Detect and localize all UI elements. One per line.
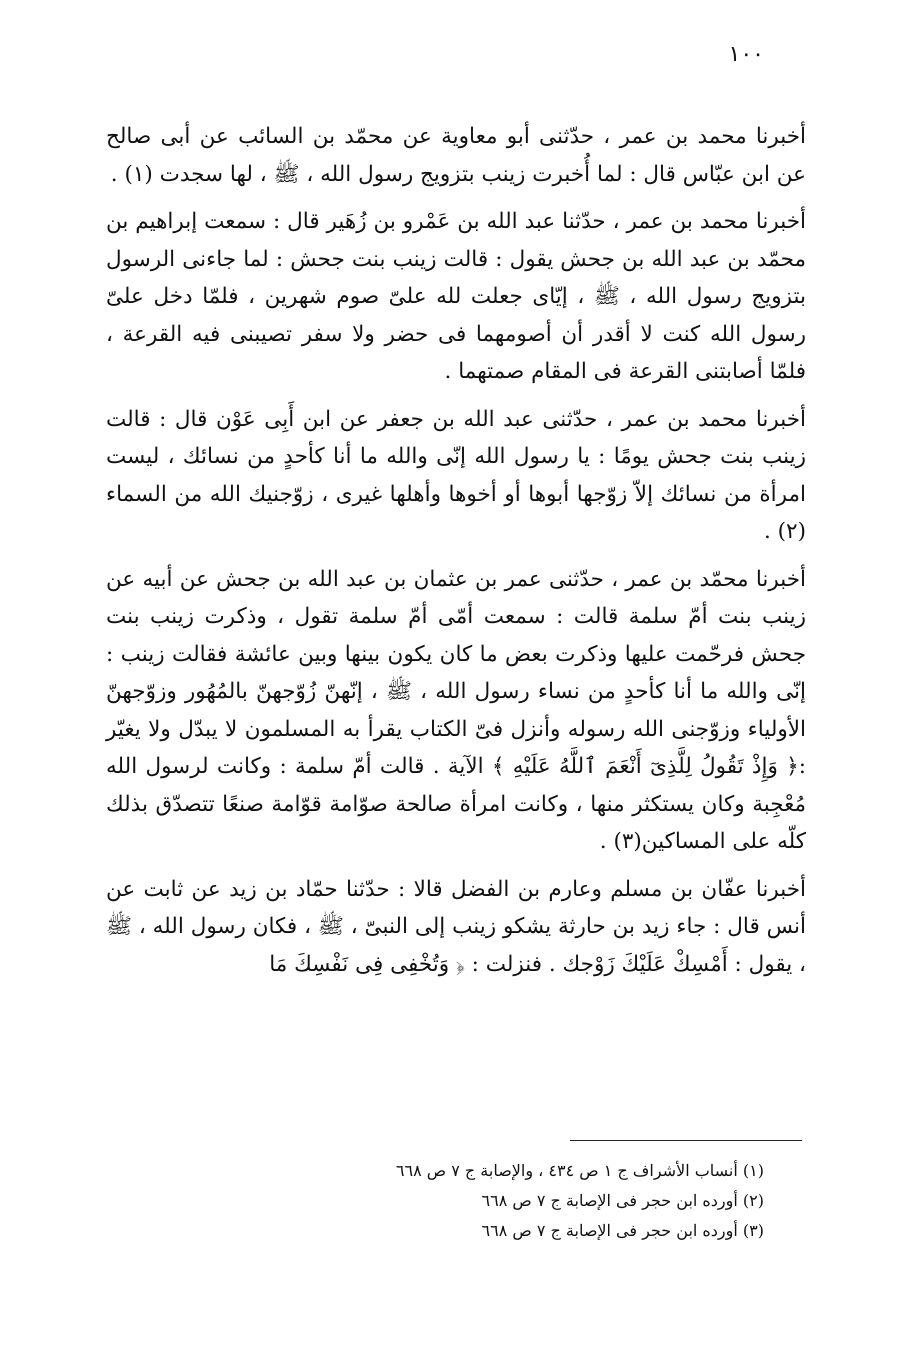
paragraph: أخبرنا محمد بن عمر ، حدّثنا عبد الله بن عَمْرو بن زُهَير قال : سمعت إبراهيم بن محمّد بن عبد الله بن جحش يقول : قالت زينب بنت جحش : لما جاءنى الرسول بتزويج رسول الله ، ﷺ ، إيّاى جعلت لله علىّ صوم شهرين ، فلمّا دخل علىّ رسول الله كنت لا أقدر أن أصومهما فى حضر ولا سفر تصيبنى فيه القرعة ، فلمّا أصابتنى القرعة فى المقام صمتهما . — [106, 209, 806, 384]
page-number: ١٠٠ — [728, 42, 764, 67]
body-text — [106, 118, 806, 993]
footnote: (٢) أورده ابن حجر فى الإصابة ج ٧ ص ٦٦٨ — [481, 1191, 764, 1210]
footnote-divider — [570, 1140, 802, 1141]
footnote: (٣) أورده ابن حجر فى الإصابة ج ٧ ص ٦٦٨ — [481, 1221, 764, 1240]
paragraph: أخبرنا عفّان بن مسلم وعارم بن الفضل قالا : حدّثنا حمّاد بن زيد عن ثابت عن أنس قال : جاء زيد بن حارثة يشكو زينب إلى النبىّ ، ﷺ ، فكان رسول الله ، ﷺ ، يقول : أَمْسِكْ عَلَيْكَ زَوْجك . فنزلت : ﴿ وَتُخْفِى فِى نَفْسِكَ مَا — [106, 876, 806, 977]
paragraph: أخبرنا محمّد بن عمر ، حدّثنى عمر بن عثمان بن عبد الله بن جحش عن أبيه عن زينب بنت أمّ سلمة قالت : سمعت أمّى أمّ سلمة تقول ، وذكرت زينب بنت جحش فرحّمت عليها وذكرت بعض ما كان يكون بينها وبين عائشة فقالت زينب : إنّى والله ما أنا كأحدٍ من نساء رسول الله ، ﷺ ، إنّهنّ زُوّجهنّ بالمُهُور وزوّجهنّ الأولياء وزوّجنى الله رسوله وأنزل فىّ الكتاب يقرأ به المسلمون لا يبدّل ولا يغيّر :﴿ وَإِذْ تَقُولُ لِلَّذِىٓ أَنْعَمَ ٱللَّهُ عَلَيْهِ ﴾ الآية . قالت أمّ سلمة : وكانت لرسول الله مُعْجِبة وكان يستكثر منها ، وكانت امرأة صالحة صوّامة قوّامة صنعًا تتصدّق بذلك كلّه على المساكين(٣) . — [106, 566, 806, 854]
paragraph: أخبرنا محمد بن عمر ، حدّثنى عبد الله بن جعفر عن ابن أَبِى عَوْن قال : قالت زينب بنت جحش يومًا : يا رسول الله إنّى والله ما أنا كأحدٍ من نسائك ، ليست امرأة من نسائك إلاّ زوّجها أبوها أو أخوها وأهلها غيرى ، زوّجنيك الله من السماء (٢) . — [106, 406, 806, 544]
footnotes — [124, 1156, 764, 1246]
paragraph: أخبرنا محمد بن عمر ، حدّثنى أبو معاوية عن محمّد بن السائب عن أبى صالح عن ابن عبّاس قال : لما أُخبرت زينب بتزويج رسول الله ، ﷺ ، لها سجدت (١) . — [106, 124, 806, 187]
footnote: (١) أنساب الأشراف ج ١ ص ٤٣٤ ، والإصابة ج ٧ ص ٦٦٨ — [395, 1161, 764, 1180]
